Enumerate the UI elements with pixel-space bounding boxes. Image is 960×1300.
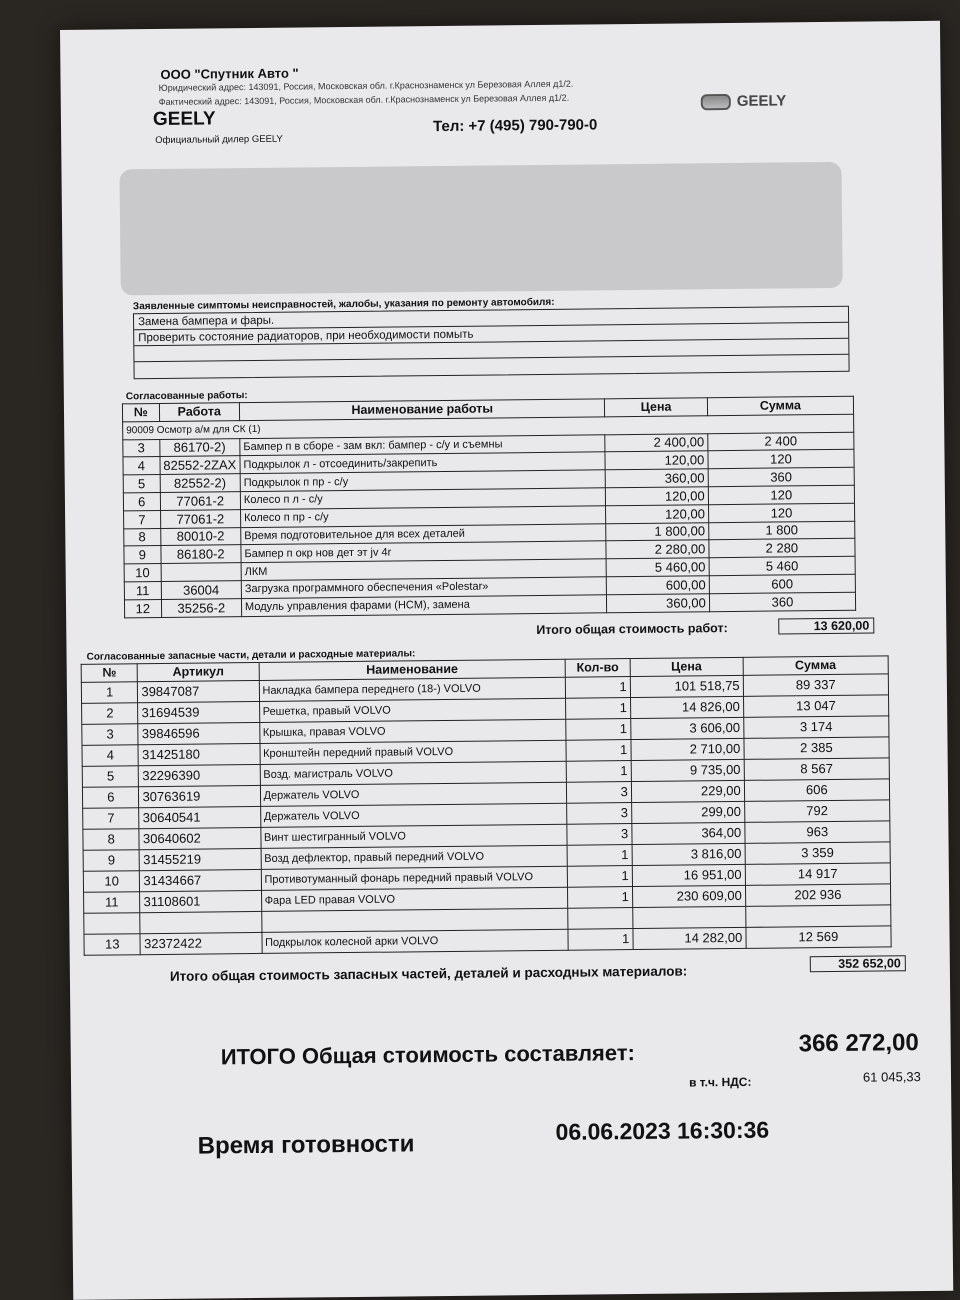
parts-total: 352 652,00 <box>810 955 906 972</box>
cell: 86170-2) <box>159 438 240 457</box>
parts-total-label: Итого общая стоимость запасных частей, деталей и расходных материалов: <box>169 963 688 984</box>
works-table <box>122 396 856 618</box>
cell: Держатель VOLVO <box>260 803 567 827</box>
cell: Возд дефлектор, правый передний VOLVO <box>261 845 568 869</box>
cell: 1 <box>567 844 632 866</box>
vat-label: в т.ч. НДС: <box>688 1074 752 1090</box>
group-label: 90009 Осмотр а/м для СК (1) <box>123 414 854 439</box>
cell <box>568 907 633 929</box>
cell: 30640602 <box>139 827 260 849</box>
cell: 4 <box>82 745 139 767</box>
cell: 360 <box>709 592 855 611</box>
cell: 9 <box>124 546 161 564</box>
cell: 30640541 <box>139 806 260 828</box>
cell: 120,00 <box>606 505 709 524</box>
cell: Кронштейн передний правый VOLVO <box>260 740 567 764</box>
cell: 3 <box>123 439 160 457</box>
cell: 299,00 <box>631 801 744 823</box>
cell: 36004 <box>161 581 242 600</box>
cell: 3 816,00 <box>632 843 745 865</box>
column-header: Цена <box>605 398 708 417</box>
cell: Возд. магистраль VOLVO <box>260 761 567 785</box>
column-header: Сумма <box>707 396 853 415</box>
cell <box>745 905 890 928</box>
cell: 229,00 <box>631 780 744 802</box>
cell: Накладка бампера переднего (18-) VOLVO <box>259 677 566 701</box>
cell: 2 <box>82 703 139 725</box>
cell: 5 460 <box>709 556 855 575</box>
cell: 31425180 <box>138 743 259 765</box>
cell: 2 400,00 <box>605 433 708 452</box>
cell: 9 735,00 <box>631 759 744 781</box>
cell: 3 <box>82 724 139 746</box>
grand-total-label: ИТОГО Общая стоимость составляет: <box>220 1040 635 1070</box>
cell: 606 <box>744 779 889 802</box>
cell: 120 <box>708 450 854 469</box>
cell: 600 <box>709 574 855 593</box>
cell: 31434667 <box>140 869 261 891</box>
cell: 3 359 <box>745 842 890 865</box>
cell: 360 <box>708 467 854 486</box>
cell: 1 <box>567 865 632 887</box>
cell: 2 400 <box>708 432 854 451</box>
cell: Модуль управления фарами (HCM), замена <box>241 595 607 617</box>
cell: 1 <box>568 928 633 950</box>
cell: 101 518,75 <box>630 675 743 697</box>
cell: 6 <box>123 492 160 510</box>
cell: 3 <box>567 823 632 845</box>
cell: 14 826,00 <box>630 696 743 718</box>
parts-table <box>81 655 892 955</box>
cell: 3 <box>567 781 632 803</box>
cell: 11 <box>124 581 161 599</box>
works-total-label: Итого общая стоимость работ: <box>536 621 728 638</box>
cell: 8 <box>124 528 161 546</box>
cell: 120,00 <box>606 487 709 506</box>
cell: 14 282,00 <box>633 927 746 949</box>
cell: 16 951,00 <box>632 864 745 886</box>
cell: 2 385 <box>744 737 889 760</box>
legal-address: Юридический адрес: 143091, Россия, Московская обл. г.Краснознаменск ул Березовая Аллея д1/2. <box>158 78 574 93</box>
cell: Фара LED правая VOLVO <box>261 887 568 911</box>
cell <box>632 906 745 928</box>
cell: 12 569 <box>746 926 891 949</box>
cell: Винт шестигранный VOLVO <box>260 824 567 848</box>
cell: 364,00 <box>632 822 745 844</box>
works-title: Согласованные работы: <box>125 390 248 403</box>
cell: 963 <box>745 821 890 844</box>
cell: Решетка, правый VOLVO <box>259 698 566 722</box>
ready-label: Время готовности <box>197 1130 415 1160</box>
brand-name: GEELY <box>152 108 216 131</box>
cell: 86180-2 <box>160 545 241 564</box>
cell: 82552-2) <box>160 474 241 493</box>
cell: Время подготовительное для всех деталей <box>241 523 607 545</box>
geely-shield-icon <box>701 93 731 109</box>
vat: 61 045,33 <box>862 1069 921 1085</box>
dealer-label: Официальный дилер GEELY <box>155 133 283 147</box>
cell: 31694539 <box>138 701 259 723</box>
symptom-line: Замена бампера и фары. <box>134 307 848 330</box>
document-page <box>60 21 953 1300</box>
cell: 31108601 <box>140 890 261 912</box>
cell: 120,00 <box>605 451 708 470</box>
phone: Тел: +7 (495) 790-790-0 <box>432 116 598 136</box>
cell: 12 <box>124 599 161 617</box>
cell: 2 280,00 <box>606 540 709 559</box>
actual-address: Фактический адрес: 143091, Россия, Московская обл. г.Краснознаменск ул Березовая Аллея д1/2. <box>158 92 570 107</box>
column-header: Наименование работы <box>239 399 605 421</box>
cell: 120 <box>708 485 854 504</box>
cell: Бампер п в сборе - зам вкл: бампер - с/у и съемны <box>240 434 606 456</box>
cell: 30763619 <box>139 785 260 807</box>
logo-text: GEELY <box>736 92 787 110</box>
symptoms-box <box>133 306 850 379</box>
cell: 13 047 <box>743 695 888 718</box>
cell: 360,00 <box>606 469 709 488</box>
cell: 14 917 <box>745 863 890 886</box>
cell: Колесо п л - с/у <box>240 488 606 510</box>
cell <box>161 563 242 582</box>
cell: 7 <box>83 808 140 830</box>
cell: 1 <box>566 718 631 740</box>
cell <box>140 911 261 933</box>
cell: 82552-2ZAX <box>160 456 241 475</box>
cell: 3 606,00 <box>630 717 743 739</box>
parts-title: Согласованные запасные части, детали и расходные материалы: <box>86 648 416 663</box>
cell: 1 800,00 <box>606 522 709 541</box>
column-header: Работа <box>159 403 240 422</box>
cell: 6 <box>82 787 139 809</box>
grand-total: 366 272,00 <box>798 1029 919 1058</box>
column-header: Наименование <box>259 659 566 680</box>
cell: 32296390 <box>139 764 260 786</box>
cell: 39846596 <box>138 722 259 744</box>
cell: 32372422 <box>140 932 261 954</box>
cell: 2 280 <box>709 539 855 558</box>
column-header: № <box>122 403 159 421</box>
cell: 1 <box>566 676 631 698</box>
cell: Бампер п окр нов дет эт jv 4r <box>241 541 607 563</box>
cell: 77061-2 <box>160 509 241 528</box>
cell: Подкрылок п пр - с/у <box>240 470 606 492</box>
cell: 13 <box>84 934 141 956</box>
cell: 9 <box>83 850 140 872</box>
cell: ЛКМ <box>241 559 607 581</box>
cell: 1 <box>568 886 633 908</box>
geely-logo <box>701 92 787 110</box>
cell: Загрузка программного обеспечения «Polestar» <box>241 577 607 599</box>
cell: 10 <box>124 564 161 582</box>
cell: Подкрылок л - отсоединить/закрепить <box>240 452 606 474</box>
cell: 89 337 <box>743 674 888 697</box>
cell: 1 <box>566 760 631 782</box>
cell: Подкрылок колесной арки VOLVO <box>261 929 568 953</box>
cell: 31455219 <box>140 848 261 870</box>
cell: Крышка, правая VOLVO <box>259 719 566 743</box>
cell: 10 <box>83 871 140 893</box>
company-name: ООО "Спутник Авто " <box>160 65 299 82</box>
cell: 5 460,00 <box>607 558 710 577</box>
column-header: Цена <box>630 657 743 676</box>
cell: 39847087 <box>138 680 259 702</box>
cell: 230 609,00 <box>632 885 745 907</box>
symptoms-title: Заявленные симптомы неисправностей, жалобы, указания по ремонту автомобиля: <box>132 296 555 313</box>
column-header: № <box>81 664 138 682</box>
cell: 792 <box>744 800 889 823</box>
cell: 5 <box>82 766 139 788</box>
works-total: 13 620,00 <box>778 618 874 635</box>
redacted-block <box>119 162 842 296</box>
cell: 1 <box>566 697 631 719</box>
cell <box>84 913 141 935</box>
cell: 8 567 <box>744 758 889 781</box>
cell: 1 <box>566 739 631 761</box>
cell: 3 174 <box>743 716 888 739</box>
cell: 35256-2 <box>161 598 242 617</box>
column-header: Сумма <box>743 656 888 675</box>
cell: Держатель VOLVO <box>260 782 567 806</box>
cell: 600,00 <box>607 576 710 595</box>
cell: 1 <box>81 682 138 704</box>
column-header: Артикул <box>138 662 259 681</box>
cell: 4 <box>123 457 160 475</box>
cell: 8 <box>83 829 140 851</box>
cell: 5 <box>123 475 160 493</box>
cell: 120 <box>708 503 854 522</box>
column-header: Кол-во <box>565 659 630 677</box>
cell: 1 800 <box>708 521 854 540</box>
cell: Противотуманный фонарь передний правый VOLVO <box>261 866 568 890</box>
symptom-line: Проверить состояние радиаторов, при необходимости помыть <box>134 323 848 346</box>
cell: 202 936 <box>745 884 890 907</box>
cell: Колесо п пр - с/у <box>240 506 606 528</box>
cell: 77061-2 <box>160 492 241 511</box>
cell: 2 710,00 <box>631 738 744 760</box>
cell: 3 <box>567 802 632 824</box>
cell: 80010-2 <box>160 527 241 546</box>
cell: 11 <box>84 892 141 914</box>
cell: 360,00 <box>607 593 710 612</box>
ready-time: 06.06.2023 16:30:36 <box>555 1116 770 1145</box>
cell: 7 <box>124 510 161 528</box>
